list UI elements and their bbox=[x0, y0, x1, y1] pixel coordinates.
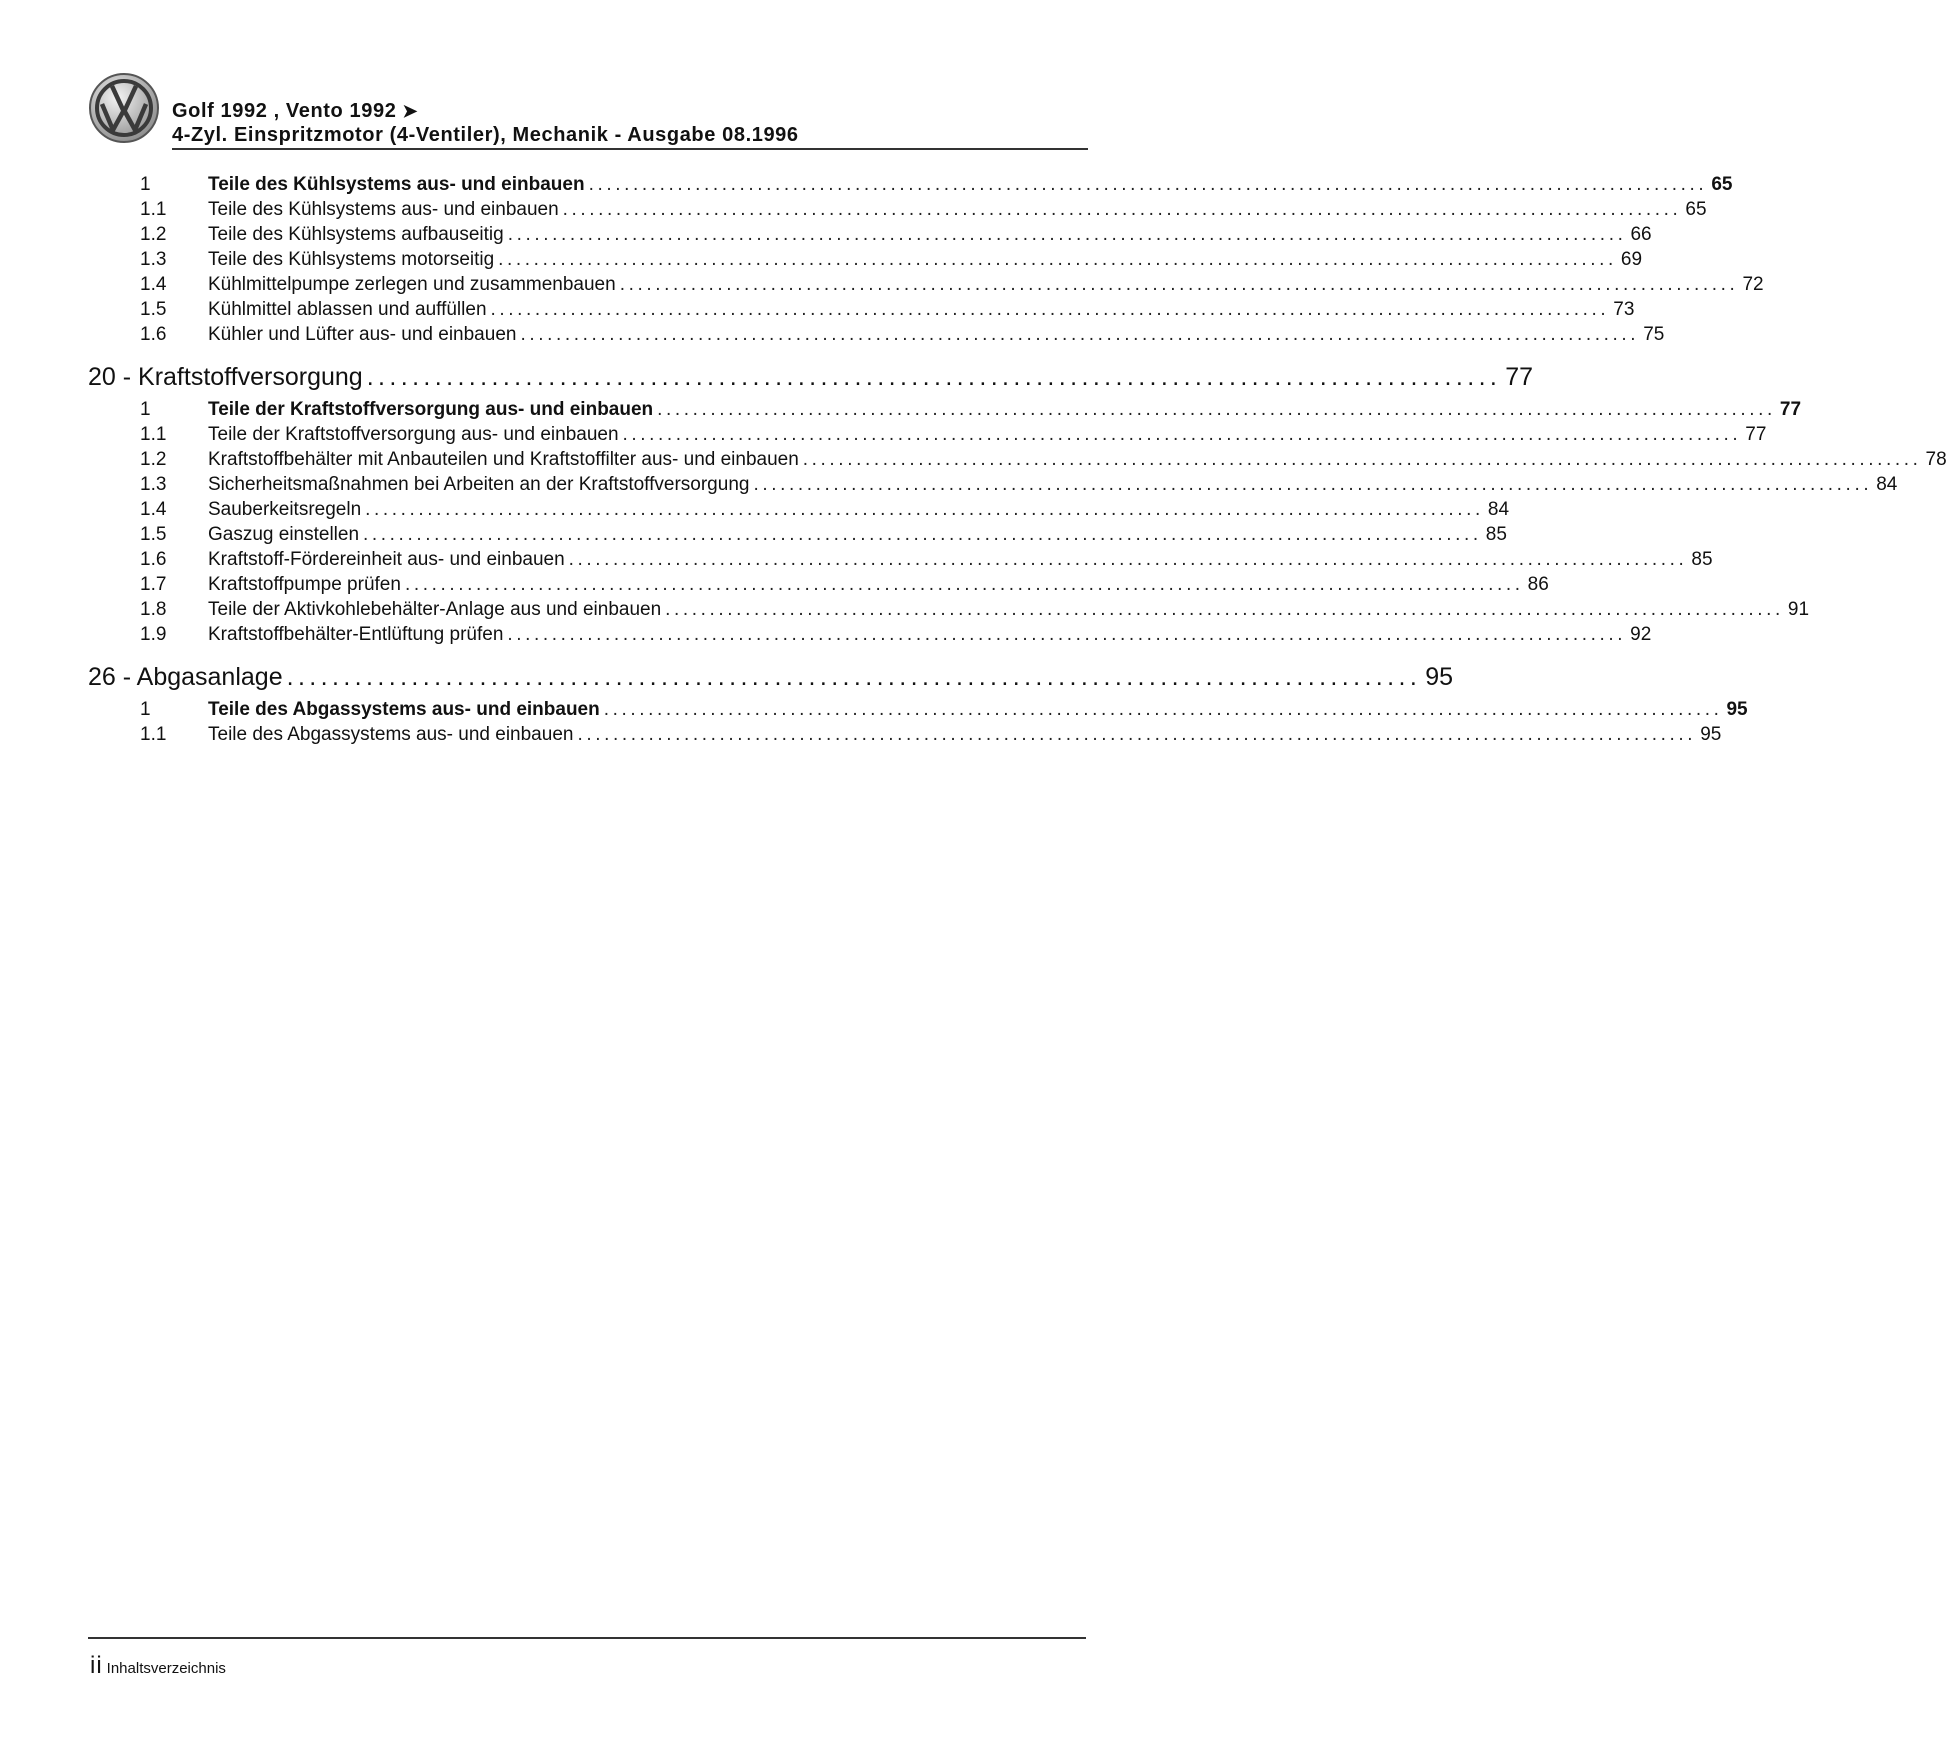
toc-entry[interactable]: 1 Teile des Kühlsystems aus- und einbauen .............................................................................................................................. 65 bbox=[140, 174, 1733, 195]
arrow-right-icon: ➤ bbox=[402, 101, 419, 121]
toc-entry[interactable]: 1.6 Kühler und Lüfter aus- und einbauen .............................................................................................................................. 75 bbox=[140, 324, 1665, 345]
page-header bbox=[88, 72, 1088, 152]
vw-logo-icon bbox=[88, 72, 160, 144]
toc-chapter-26[interactable]: 26 - Abgasanlage .................................................................................................... 95 bbox=[88, 663, 1454, 691]
toc-entry[interactable]: 1.1 Teile des Abgassystems aus- und einbauen .............................................................................................................................. 95 bbox=[140, 724, 1722, 745]
vw-logo bbox=[88, 72, 160, 144]
header-manual-title: 4-Zyl. Einspritzmotor (4-Ventiler), Mechanik - Ausgabe 08.1996 bbox=[172, 124, 799, 146]
page-footer bbox=[90, 1652, 226, 1680]
toc-chapter-20[interactable]: 20 - Kraftstoffversorgung .................................................................................................... 77 bbox=[88, 363, 1534, 391]
toc-entry[interactable]: 1.4 Kühlmittelpumpe zerlegen und zusammenbauen .............................................................................................................................. 72 bbox=[140, 274, 1764, 295]
toc-entry[interactable]: 1.5 Gaszug einstellen .............................................................................................................................. 85 bbox=[140, 524, 1507, 545]
toc-entry[interactable]: 1.5 Kühlmittel ablassen und auffüllen .............................................................................................................................. 73 bbox=[140, 299, 1635, 320]
table-of-contents bbox=[88, 174, 1947, 749]
header-vehicle-models: Golf 1992 , Vento 1992 ➤ bbox=[172, 100, 419, 122]
toc-entry[interactable]: 1.1 Teile der Kraftstoffversorgung aus- und einbauen .............................................................................................................................. 77 bbox=[140, 424, 1767, 445]
toc-entry[interactable]: 1 Teile des Abgassystems aus- und einbauen .............................................................................................................................. 95 bbox=[140, 699, 1748, 720]
footer-label: Inhaltsverzeichnis bbox=[106, 1660, 226, 1677]
toc-entry[interactable]: 1.8 Teile der Aktivkohlebehälter-Anlage aus und einbauen .............................................................................................................................. 91 bbox=[140, 599, 1810, 620]
page-number: ii bbox=[90, 1652, 103, 1679]
toc-entry[interactable]: 1.4 Sauberkeitsregeln .............................................................................................................................. 84 bbox=[140, 499, 1510, 520]
toc-entry[interactable]: 1 Teile der Kraftstoffversorgung aus- und einbauen .............................................................................................................................. 77 bbox=[140, 399, 1802, 420]
header-divider bbox=[172, 148, 1088, 150]
footer-divider bbox=[88, 1637, 1086, 1639]
toc-entry[interactable]: 1.2 Teile des Kühlsystems aufbauseitig .............................................................................................................................. 66 bbox=[140, 224, 1652, 245]
toc-entry[interactable]: 1.9 Kraftstoffbehälter-Entlüftung prüfen .............................................................................................................................. 92 bbox=[140, 624, 1652, 645]
toc-entry[interactable]: 1.3 Teile des Kühlsystems motorseitig .............................................................................................................................. 69 bbox=[140, 249, 1643, 270]
toc-entry[interactable]: 1.1 Teile des Kühlsystems aus- und einbauen .............................................................................................................................. 65 bbox=[140, 199, 1707, 220]
toc-entry[interactable]: 1.6 Kraftstoff-Fördereinheit aus- und einbauen .............................................................................................................................. 85 bbox=[140, 549, 1713, 570]
toc-entry[interactable]: 1.7 Kraftstoffpumpe prüfen .............................................................................................................................. 86 bbox=[140, 574, 1549, 595]
toc-entry[interactable]: 1.2 Kraftstoffbehälter mit Anbauteilen und Kraftstoffilter aus- und einbauen .............................................................................................................................. 78 bbox=[140, 449, 1947, 470]
toc-entry[interactable]: 1.3 Sicherheitsmaßnahmen bei Arbeiten an der Kraftstoffversorgung .............................................................................................................................. 84 bbox=[140, 474, 1898, 495]
